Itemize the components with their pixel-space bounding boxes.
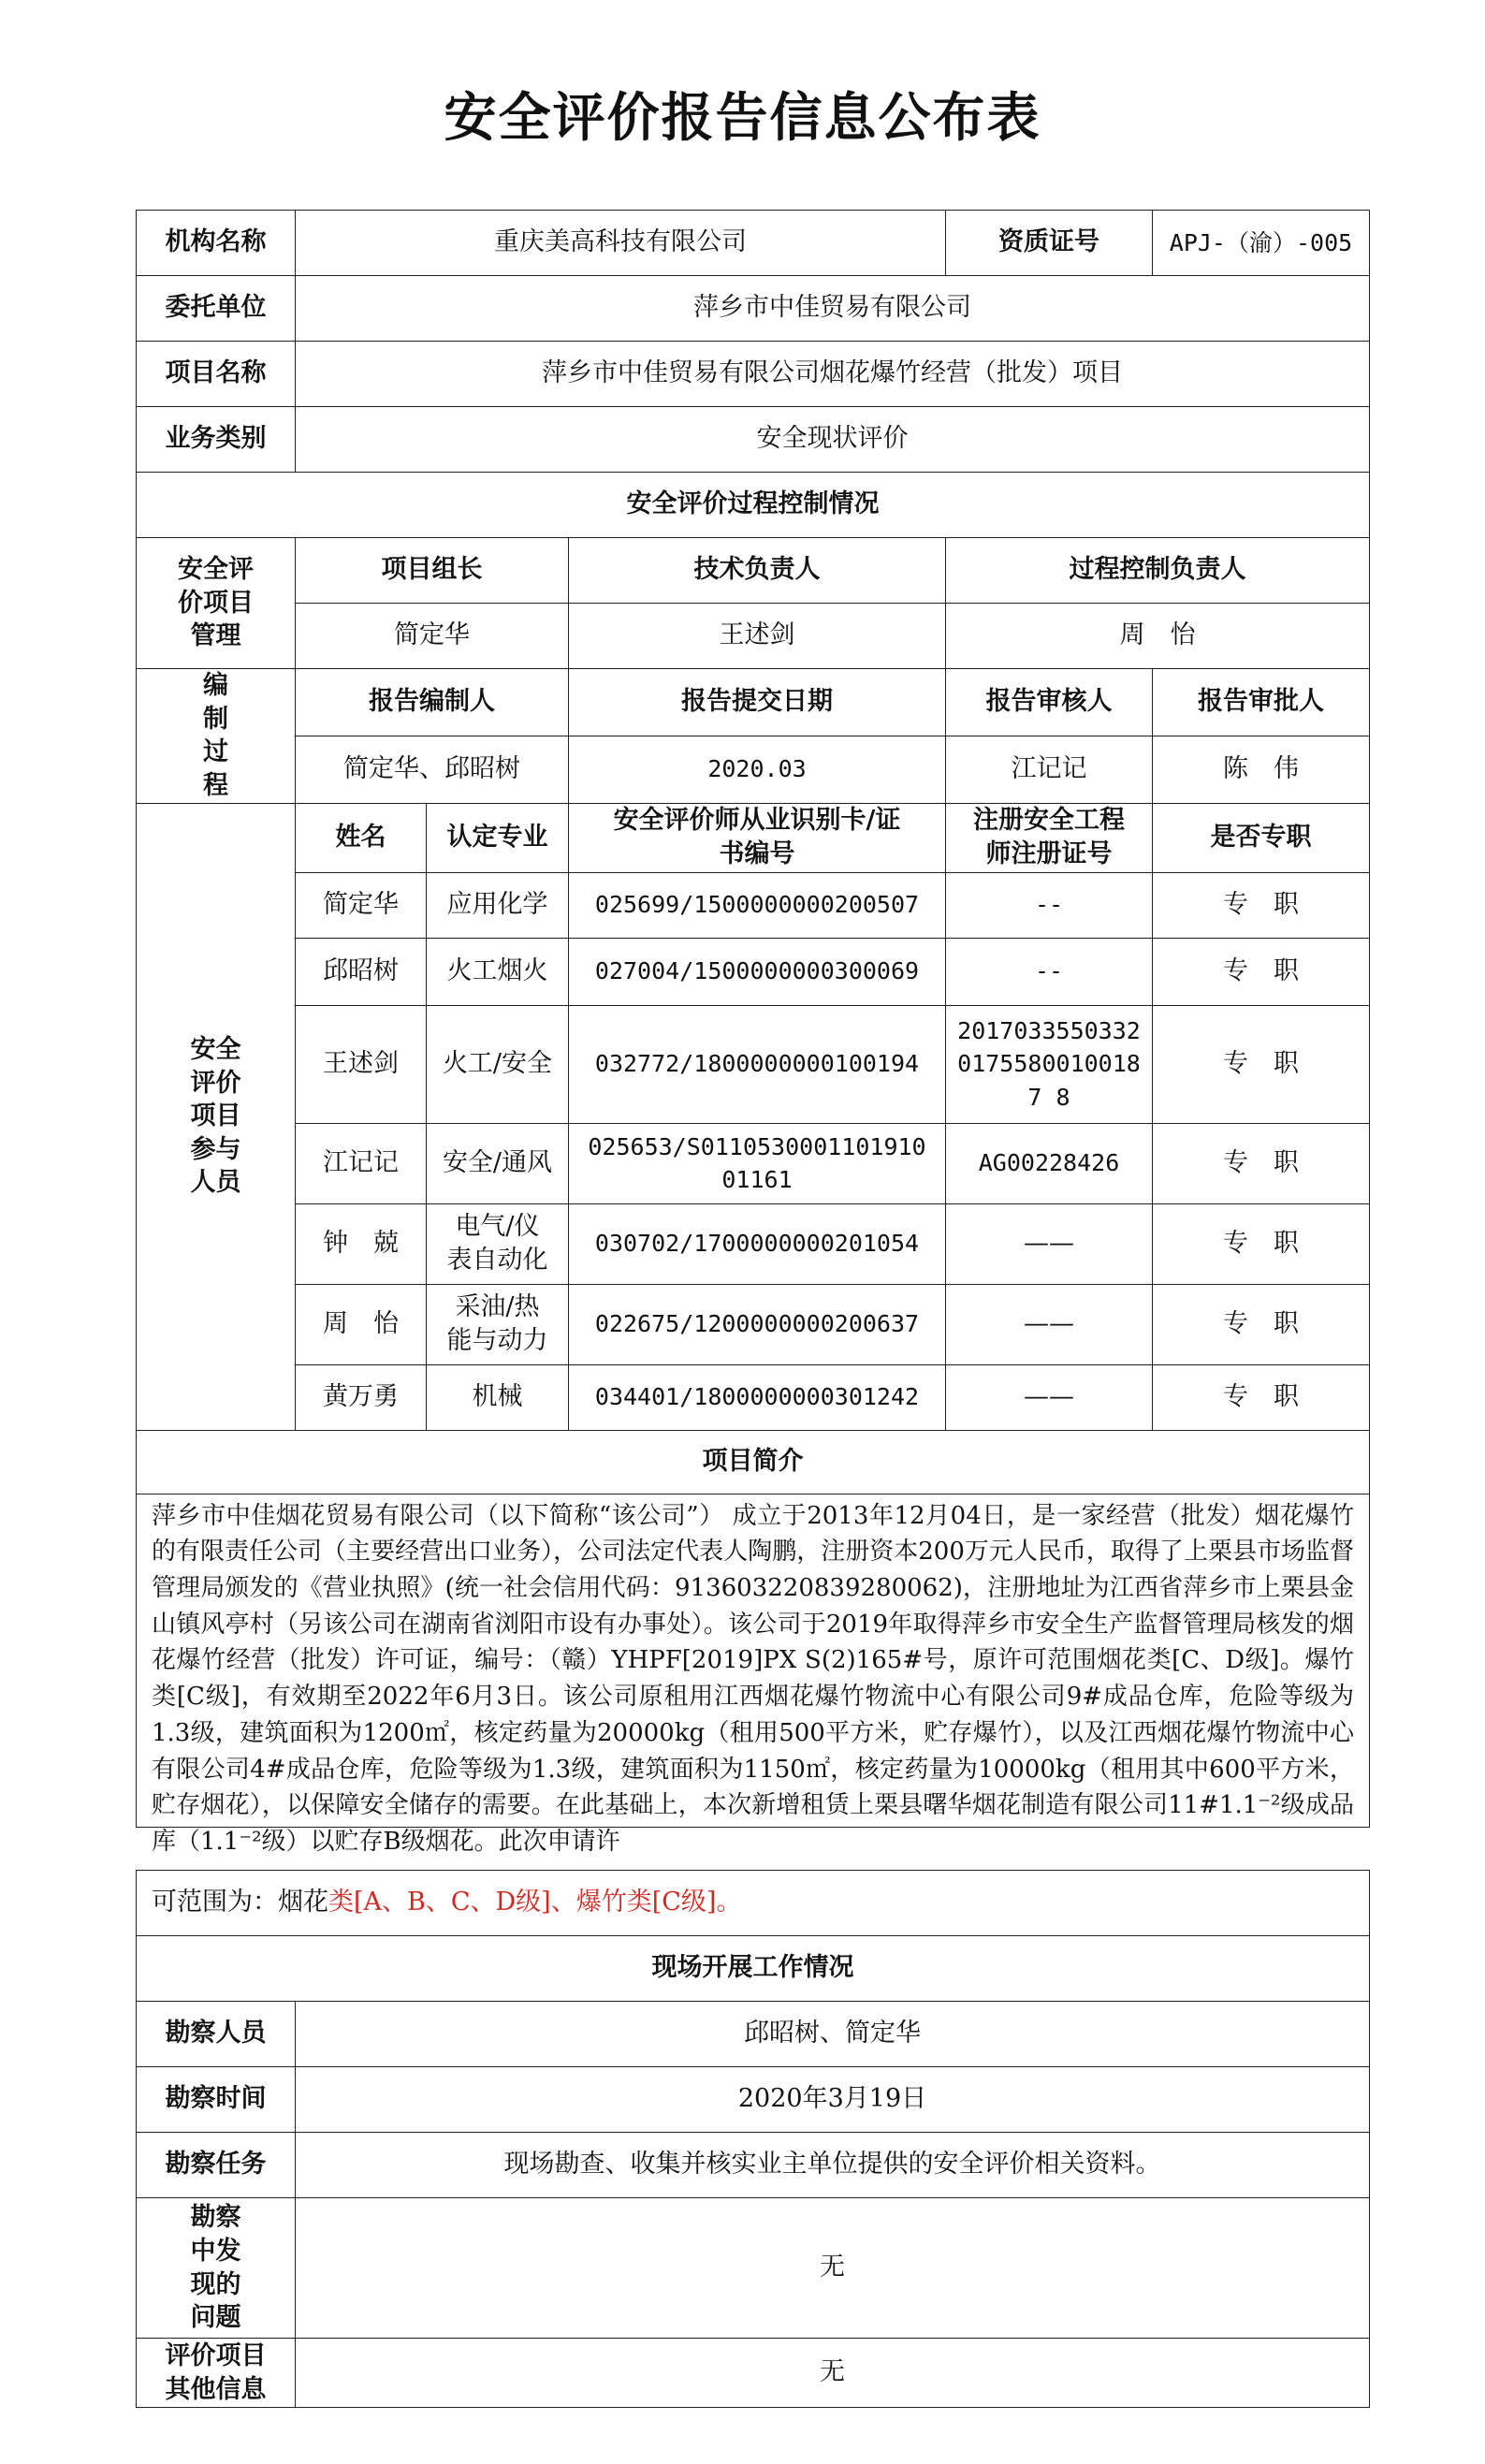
- survey-date-value: 2020年3月19日: [296, 2067, 1370, 2133]
- comp-header-author: 报告编制人: [296, 669, 569, 736]
- person-major: 采油/热能与动力: [427, 1284, 569, 1364]
- survey-task-value: 现场勘查、收集并核实业主单位提供的安全评价相关资料。: [296, 2133, 1370, 2198]
- survey-staff-label: 勘察人员: [137, 2002, 296, 2067]
- project-value: 萍乡市中佳贸易有限公司烟花爆竹经营（批发）项目: [296, 342, 1370, 407]
- survey-task-label: 勘察任务: [137, 2133, 296, 2198]
- person-card: 030702/1700000000201054: [569, 1203, 946, 1284]
- project-label: 项目名称: [137, 342, 296, 407]
- summary-cell: [137, 1494, 1370, 1857]
- person-reg: --: [946, 938, 1153, 1005]
- person-major: 火工烟火: [427, 938, 569, 1005]
- person-name: 钟 兢: [296, 1203, 427, 1284]
- person-name: 邱昭树: [296, 938, 427, 1005]
- person-reg: ——: [946, 1364, 1153, 1430]
- person-name: 江记记: [296, 1123, 427, 1203]
- survey-issues-label: 勘察中发现的问题: [137, 2198, 296, 2339]
- person-fulltime: 专 职: [1153, 872, 1370, 938]
- business-label: 业务类别: [137, 407, 296, 473]
- summary-cont-prefix: 可范围为：烟花: [152, 1888, 328, 1917]
- client-label: 委托单位: [137, 276, 296, 342]
- comp-header-approver: 报告审批人: [1153, 669, 1370, 736]
- person-card: 027004/1500000000300069: [569, 938, 946, 1005]
- personnel-header-major: 认定专业: [427, 803, 569, 872]
- summary-text: 萍乡市中佳烟花贸易有限公司（以下简称“该公司”） 成立于2013年12月04日，是一家经营（批发）烟花爆竹的有限责任公司（主要经营出口业务），公司法定代表人陶鹏，注册资本200万元人民币，取得了上栗县市场监督管理局颁发的《营业执照》(统一社会信用代码：913603220839280062)，注册地址为江西省萍乡市上栗县金山镇风亭村（另该公司在湖南省浏阳市设有办事处）。该公司于2019年取得萍乡市安全生产监督管理局核发的烟花爆竹经营（批发）许可证，编号：（赣）YHPF[2019]PX S(2)165#号，原许可范围烟花类[C、D级]。爆竹类[C级]，有效期至2022年6月3日。该公司原租用江西烟花爆竹物流中心有限公司9#成品仓库，危险等级为1.3级，建筑面积为1200㎡，核定药量为20000kg（租用500平方米，贮存爆竹），以及江西烟花爆竹物流中心有限公司4#成品仓库，危险等级为1.3级，建筑面积为1150㎡，核定药量为10000kg（租用其中600平方米，贮存烟花），以保障安全储存的需要。在此基础上，本次新增租赁上栗县曙华烟花制造有限公司11#1.1⁻²级成品库（1.1⁻²级）以贮存B级烟花。此次申请许: [152, 1501, 1354, 1857]
- survey-staff-value: 邱昭树、简定华: [296, 2002, 1370, 2067]
- comp-header-date: 报告提交日期: [569, 669, 946, 736]
- person-reg: 201703355033201755800100187 8: [946, 1005, 1153, 1123]
- person-major: 应用化学: [427, 872, 569, 938]
- mgmt-header-leader: 项目组长: [296, 538, 569, 604]
- other-info-value: 无: [296, 2339, 1370, 2408]
- person-major: 电气/仪表自动化: [427, 1203, 569, 1284]
- person-card: 025653/S011053000110191001161: [569, 1123, 946, 1203]
- mgmt-header-process: 过程控制负责人: [946, 538, 1370, 604]
- person-card: 025699/1500000000200507: [569, 872, 946, 938]
- site-header: 现场开展工作情况: [137, 1936, 1370, 2002]
- comp-date: 2020.03: [569, 736, 946, 803]
- mgmt-tech: 王述剑: [569, 604, 946, 669]
- personnel-header-name: 姓名: [296, 803, 427, 872]
- person-major: 机械: [427, 1364, 569, 1430]
- person-card: 034401/1800000000301242: [569, 1364, 946, 1430]
- business-value: 安全现状评价: [296, 407, 1370, 473]
- info-table: [136, 210, 1370, 1857]
- person-card: 032772/1800000000100194: [569, 1005, 946, 1123]
- person-card: 022675/1200000000200637: [569, 1284, 946, 1364]
- person-fulltime: 专 职: [1153, 938, 1370, 1005]
- personnel-label: 安全评价项目参与人员: [137, 803, 296, 1430]
- comp-header-reviewer: 报告审核人: [946, 669, 1153, 736]
- person-reg: ——: [946, 1203, 1153, 1284]
- person-major: 安全/通风: [427, 1123, 569, 1203]
- mgmt-process: 周 怡: [946, 604, 1370, 669]
- person-fulltime: 专 职: [1153, 1123, 1370, 1203]
- cert-value: APJ-（渝）-005: [1153, 211, 1370, 276]
- survey-issues-value: 无: [296, 2198, 1370, 2339]
- org-value: 重庆美高科技有限公司: [296, 211, 946, 276]
- person-reg: AG00228426: [946, 1123, 1153, 1203]
- personnel-header-fulltime: 是否专职: [1153, 803, 1370, 872]
- summary-cont-red: 类[A、B、C、D级]、爆竹类[C级]。: [328, 1888, 742, 1917]
- person-name: 简定华: [296, 872, 427, 938]
- personnel-header-reg: 注册安全工程师注册证号: [946, 803, 1153, 872]
- person-fulltime: 专 职: [1153, 1203, 1370, 1284]
- org-label: 机构名称: [137, 211, 296, 276]
- person-name: 黄万勇: [296, 1364, 427, 1430]
- summary-header: 项目简介: [137, 1430, 1370, 1494]
- survey-date-label: 勘察时间: [137, 2067, 296, 2133]
- person-fulltime: 专 职: [1153, 1284, 1370, 1364]
- person-name: 周 怡: [296, 1284, 427, 1364]
- mgmt-leader: 简定华: [296, 604, 569, 669]
- page-title: 安全评价报告信息公布表: [444, 87, 1041, 149]
- person-reg: ——: [946, 1284, 1153, 1364]
- compilation-label: 编制过程: [137, 669, 296, 804]
- management-label: 安全评价项目管理: [137, 538, 296, 669]
- site-table: [136, 1870, 1370, 2408]
- client-value: 萍乡市中佳贸易有限公司: [296, 276, 1370, 342]
- comp-reviewer: 江记记: [946, 736, 1153, 803]
- personnel-header-card: 安全评价师从业识别卡/证书编号: [569, 803, 946, 872]
- other-info-label: 评价项目其他信息: [137, 2339, 296, 2408]
- mgmt-header-tech: 技术负责人: [569, 538, 946, 604]
- summary-continuation: [137, 1871, 1370, 1936]
- person-name: 王述剑: [296, 1005, 427, 1123]
- process-header: 安全评价过程控制情况: [137, 473, 1370, 538]
- person-reg: --: [946, 872, 1153, 938]
- person-fulltime: 专 职: [1153, 1364, 1370, 1430]
- comp-approver: 陈 伟: [1153, 736, 1370, 803]
- person-fulltime: 专 职: [1153, 1005, 1370, 1123]
- cert-label: 资质证号: [946, 211, 1153, 276]
- comp-author: 简定华、邱昭树: [296, 736, 569, 803]
- person-major: 火工/安全: [427, 1005, 569, 1123]
